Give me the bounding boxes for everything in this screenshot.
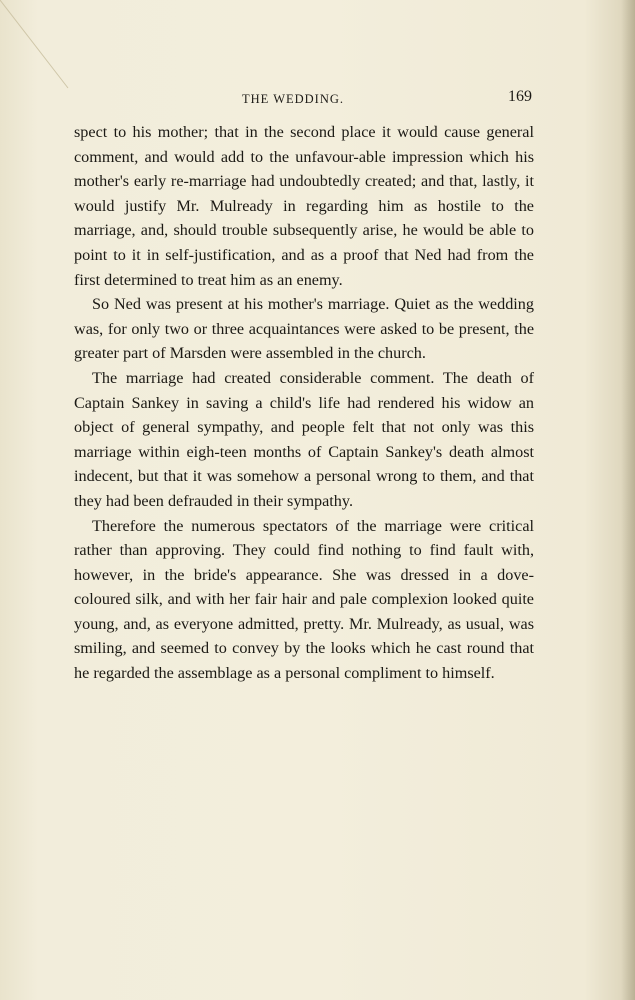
page-number: 169 [508, 88, 532, 105]
body-text [74, 120, 534, 686]
page-corner-fold-line [0, 0, 70, 90]
paragraph-2: So Ned was present at his mother's marriage. Quiet as the wedding was, for only two or three acquaintances were asked to be present, the greater part of Marsden were assembled in the church. [74, 295, 534, 363]
paragraph-3: The marriage had created considerable comment. The death of Captain Sankey in saving a child's life had rendered his widow an object of general sympathy, and people felt that not only was this marriage within eigh-teen months of Captain Sankey's death almost indecent, but that it was somehow a personal wrong to them, and that they had been defrauded in their sympathy. [74, 368, 534, 510]
page-header [74, 88, 534, 112]
page-edge-shadow [621, 0, 635, 1000]
paragraph-1: spect to his mother; that in the second place it would cause general comment, and would add to the unfavour-able impression which his mother's early re-marriage had undoubtedly created; and that, lastly, it would justify Mr. Mulready in regarding him as hostile to the marriage, and, should trouble subsequently arise, he would be able to point to it in self-justification, and as a proof that Ned had from the first determined to treat him as an enemy. [74, 123, 534, 289]
paragraph-4: Therefore the numerous spectators of the marriage were critical rather than approving. They could find nothing to find fault with, however, in the bride's appearance. She was dressed in a dove-coloured silk, and with her fair hair and pale complexion looked quite young, and, as everyone admitted, pretty. Mr. Mulready, as usual, was smiling, and seemed to convey by the looks which he cast round that he regarded the assemblage as a personal compliment to himself. [74, 516, 534, 683]
running-head: THE WEDDING. [242, 92, 345, 106]
